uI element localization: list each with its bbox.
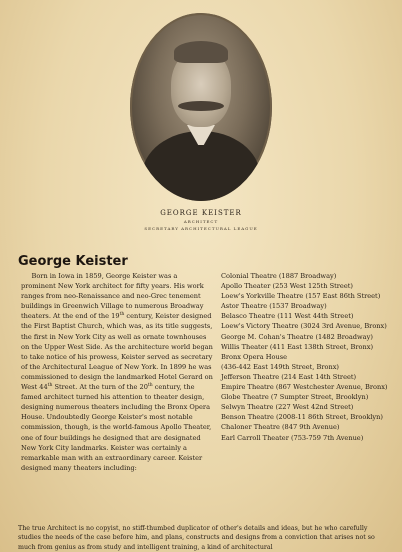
biography-text — [21, 271, 213, 473]
bio-sup-3: th — [147, 382, 153, 388]
theatre-item: Astor Theatre (1537 Broadway) — [221, 302, 327, 311]
theatre-item: Loew's Victory Theatre (3024 3rd Avenue, Bronx) — [221, 322, 387, 331]
caption-name: GEORGE KEISTER — [160, 209, 242, 217]
theatre-item: Willis Theater (411 East 138th Street, Bronx) — [221, 342, 374, 351]
theatre-item: Globe Theatre (7 Sumpter Street, Brooklyn) — [221, 393, 369, 402]
bio-sup-1: th — [119, 312, 125, 318]
theatre-item: (436-442 East 149th Street, Bronx) — [221, 362, 339, 371]
theatre-item: Benson Theatre (2008-11 86th Street, Brooklyn) — [221, 413, 383, 422]
theatre-item: Belasco Theatre (111 West 44th Street) — [221, 312, 354, 321]
portrait-photo — [130, 13, 272, 201]
theatre-list — [221, 271, 393, 443]
theatre-item: Colonial Theatre (1887 Broadway) — [221, 272, 337, 280]
page-title: George Keister — [18, 254, 128, 269]
caption-title: ARCHITECT — [183, 219, 219, 224]
quote-text: The true Architect is no copyist, no stiff-thumbed duplicator of other's details and ideas, but he who carefully studies the needs of the case before him, and plans, constructs and designs from a conviction that arises not so much from genius as from study and intelligent training, a kind of architectural — [18, 525, 375, 551]
portrait-mustache — [178, 101, 224, 111]
theatre-item: Apollo Theater (253 West 125th Street) — [221, 282, 353, 291]
theatre-item: Chaloner Theatre (847 9th Avenue) — [221, 423, 340, 432]
theatre-item: George M. Cohan's Theatre (1482 Broadway) — [221, 332, 373, 341]
caption-role: SECRETARY ARCHITECTURAL LEAGUE — [144, 226, 258, 231]
bio-part-3: Street. At the turn of the 20 — [52, 383, 148, 392]
bio-part-4: century, the famed architect turned his attention to theater design, designing numerous theaters including the Bronx Opera House. Undoubtedly George Keister's most notable commission, though, is the world-famous Apollo Theater, one of four buildings he designed that are designated New York City landmarks. Keister was certainly a remarkable man with an extraordinary career. Keister designed many theaters including: — [21, 383, 212, 472]
theatre-item: Empire Theatre (867 Westchester Avenue, Bronx) — [221, 383, 388, 392]
theatre-item: Jefferson Theatre (214 East 14th Street) — [221, 372, 357, 381]
theatre-item: Selwyn Theatre (227 West 42nd Street) — [221, 403, 354, 412]
bio-part-1: Born in Iowa in 1859, George Keister was a prominent New York architect for fifty years. His work ranges from neo-Renaissance and neo-Grec tenement buildings in Greenwich Village to numerous Broadway theaters. At the end of the 19 — [21, 272, 204, 321]
theatre-item: Bronx Opera House — [221, 352, 287, 361]
bio-sup-2: th — [47, 382, 53, 388]
theatre-item: Loew's Yorkville Theatre (157 East 86th Street) — [221, 292, 381, 301]
theatre-item: Earl Carroll Theater (753-759 7th Avenue) — [221, 433, 364, 442]
portrait-hair — [174, 41, 228, 63]
bio-part-2: century, Keister designed the First Baptist Church, which was, as its title suggests, the first in New York City as well as ornate townhouses on the Upper West Side. As the architecture world began to take notice of his prowess, Keister served as secretary of the Architectural League of New York. In 1899 he was commissioned to design the landmarked Hotel Gerard on West 44 — [21, 312, 213, 392]
